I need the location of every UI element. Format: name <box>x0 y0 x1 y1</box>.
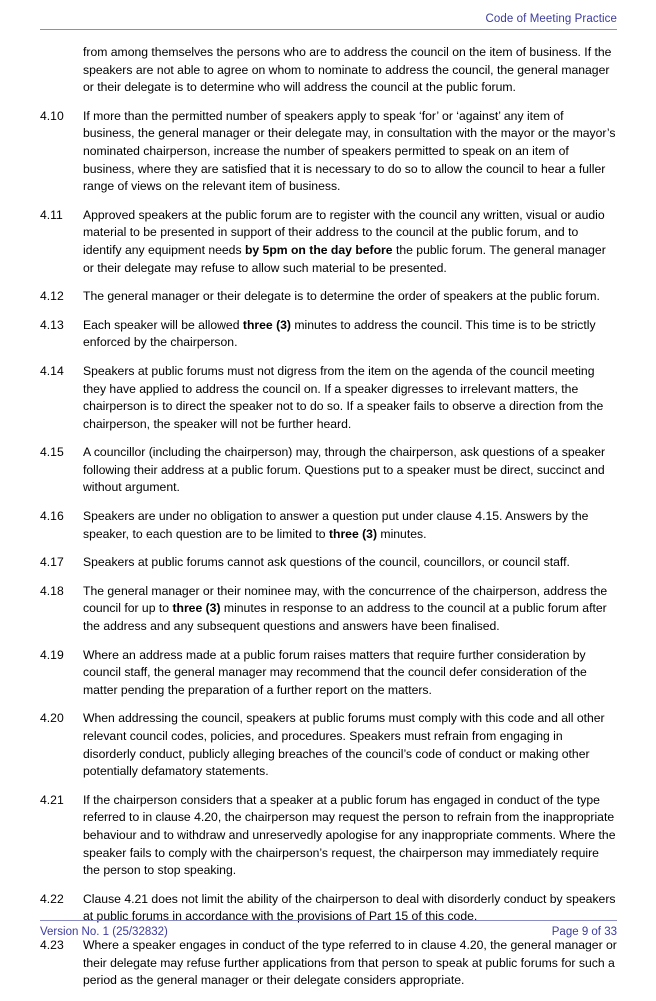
footer-divider <box>40 920 617 921</box>
clause-item <box>40 317 618 352</box>
clause-text: Speakers at public forums must not digress from the item on the agenda of the council meeting they have applied to address the council on. If a speaker digresses to irrelevant matters, the chairperson is to direct the speaker not to do so. If a speaker fails to observe a direction from the chairperson, the speaker will not be further heard. <box>83 363 604 431</box>
clause-number: 4.15 <box>40 445 64 460</box>
clause-text: If the chairperson considers that a speaker at a public forum has engaged in conduct of the type referred to in clause 4.20, the chairperson may request the person to refrain from the inappropriate behaviour and to withdraw and unreservedly apologise for any inappropriate comments. Where the speaker fails to comply with the chairperson’s request, the chairperson may immediately require the person to stop speaking. <box>83 792 616 878</box>
clause-text: Where a speaker engages in conduct of the type referred to in clause 4.20, the general manager or their delegate may refuse further applications from that person to speak at public forums for such a period as the general manager or their delegate considers appropriate. <box>83 937 617 988</box>
clause-number: 4.10 <box>40 108 64 123</box>
clause-text: When addressing the council, speakers at public forums must comply with this code and all other relevant council codes, policies, and procedures. Speakers must refrain from engaging in disorderly conduct, publicly alleging breaches of the council’s code of conduct or making other potentially defamatory statements. <box>83 711 605 779</box>
clause-item <box>40 108 618 196</box>
clause-number: 4.12 <box>40 289 64 304</box>
clause-number: 4.20 <box>40 711 64 726</box>
clause-text: from among themselves the persons who are to address the council on the item of business. If the speakers are not able to agree on whom to nominate to address the council, the general manager or their delegate is to determine who will address the council at the public forum. <box>83 45 612 95</box>
header-divider <box>40 29 617 30</box>
clause-text: Where an address made at a public forum raises matters that require further consideration by council staff, the general manager may recommend that the council defer consideration of the matter pending the preparation of a further report on the matters. <box>83 647 587 697</box>
clause-item <box>40 508 618 543</box>
clause-item <box>40 444 618 497</box>
clause-text: Speakers at public forums cannot ask questions of the council, councillors, or council staff. <box>83 555 570 570</box>
clause-text: The general manager or their nominee may, with the concurrence of the chairperson, address the council for up to three (3) minutes in response to an address to the council at a public forum after the address and any subsequent questions and answers have been finalised. <box>83 583 608 634</box>
page-footer <box>40 920 617 940</box>
clause-number: 4.11 <box>40 207 63 222</box>
header-title: Code of Meeting Practice <box>485 13 617 25</box>
clause-number: 4.18 <box>40 583 64 598</box>
clause-item <box>40 647 618 700</box>
clause-number: 4.17 <box>40 555 64 570</box>
clause-text: If more than the permitted number of speakers apply to speak ‘for’ or ‘against’ any item of business, the general manager or their delegate may, in consultation with the mayor or the mayor’s nominated chairperson, increase the number of speakers permitted to speak on an item of business, where they are satisfied that it is necessary to do so to allow the council to hear a fuller range of views on the relevant item of business. <box>83 108 616 194</box>
clause-text: Each speaker will be allowed three (3) minutes to address the council. This time is to be strictly enforced by the chairperson. <box>83 317 596 350</box>
clause-number: 4.13 <box>40 317 64 332</box>
clause-item <box>40 554 618 572</box>
clause-number: 4.14 <box>40 363 64 378</box>
clause-item <box>40 583 618 636</box>
footer-row <box>40 925 617 940</box>
clause-number: 4.23 <box>40 937 64 952</box>
clause-item <box>40 288 618 306</box>
clause-item <box>40 937 618 990</box>
clause-text: A councillor (including the chairperson) may, through the chairperson, ask questions of a speaker following their address at a public forum. Questions put to a speaker must be direct, succinct and without argument. <box>83 445 606 495</box>
clause-text: The general manager or their delegate is to determine the order of speakers at the public forum. <box>83 289 600 304</box>
clause-number: 4.21 <box>40 792 64 807</box>
clause-text: Clause 4.21 does not limit the ability of the chairperson to deal with disorderly conduct by speakers at public forums in accordance with the provisions of Part 15 of this code. <box>83 891 616 924</box>
clause-item <box>40 363 618 433</box>
footer-version-label: Version No. 1 (25/32832) <box>40 926 168 938</box>
clause-number: 4.19 <box>40 647 64 662</box>
clause-number: 4.22 <box>40 891 64 906</box>
clause-item <box>40 710 618 780</box>
document-body <box>40 44 618 1001</box>
footer-page-number: Page 9 of 33 <box>551 926 617 938</box>
clause-number: 4.16 <box>40 509 64 524</box>
clause-text: Approved speakers at the public forum are to register with the council any written, visual or audio material to be presented in support of their address to the council at the public forum, and to identify any equipment needs by 5pm on the day before the public forum. The general manager or their delegate may refuse to allow such material to be presented. <box>83 207 606 275</box>
clause-item <box>40 792 618 880</box>
page-header <box>40 12 617 38</box>
clause-item <box>40 44 618 97</box>
clause-item <box>40 207 618 277</box>
clause-text: Speakers are under no obligation to answer a question put under clause 4.15. Answers by the speaker, to each question are to be limited to three (3) minutes. <box>83 509 589 541</box>
